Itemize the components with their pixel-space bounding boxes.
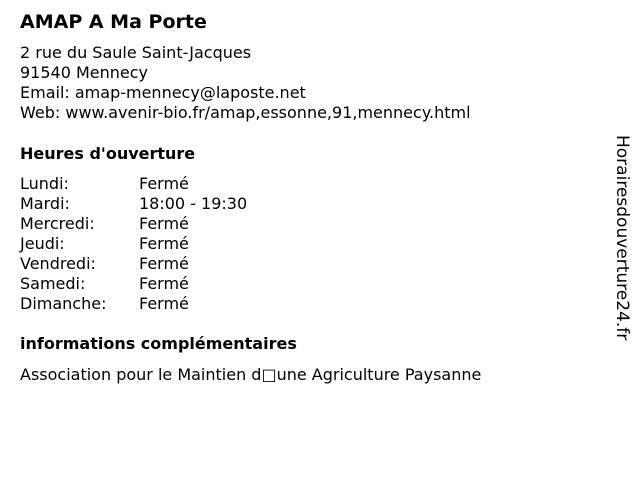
hours-heading: Heures d'ouverture xyxy=(20,144,196,163)
day-hours: Fermé xyxy=(139,234,189,253)
day-hours: Fermé xyxy=(139,214,189,233)
day-label: Jeudi: xyxy=(20,234,65,253)
day-label: Mardi: xyxy=(20,194,70,213)
day-label: Mercredi: xyxy=(20,214,95,233)
site-watermark: Horairesdouverture24.fr xyxy=(612,135,632,341)
day-hours: Fermé xyxy=(139,274,189,293)
day-label: Vendredi: xyxy=(20,254,96,273)
email-line: Email: amap-mennecy@laposte.net xyxy=(20,83,306,102)
business-info xyxy=(20,43,471,123)
day-hours: Fermé xyxy=(139,294,189,313)
day-label: Samedi: xyxy=(20,274,86,293)
day-label: Lundi: xyxy=(20,174,69,193)
day-hours: Fermé xyxy=(139,254,189,273)
business-name: AMAP A Ma Porte xyxy=(20,11,207,33)
web-line: Web: www.avenir-bio.fr/amap,essonne,91,mennecy.html xyxy=(20,103,471,122)
address-line-1: 2 rue du Saule Saint-Jacques xyxy=(20,43,252,62)
day-hours: Fermé xyxy=(139,174,189,193)
day-hours: 18:00 - 19:30 xyxy=(139,194,248,213)
day-label: Dimanche: xyxy=(20,294,107,313)
additional-info-heading: informations complémentaires xyxy=(20,334,297,353)
address-line-2: 91540 Mennecy xyxy=(20,63,149,82)
additional-info-text: Association pour le Maintien d□une Agriculture Paysanne xyxy=(20,365,482,384)
